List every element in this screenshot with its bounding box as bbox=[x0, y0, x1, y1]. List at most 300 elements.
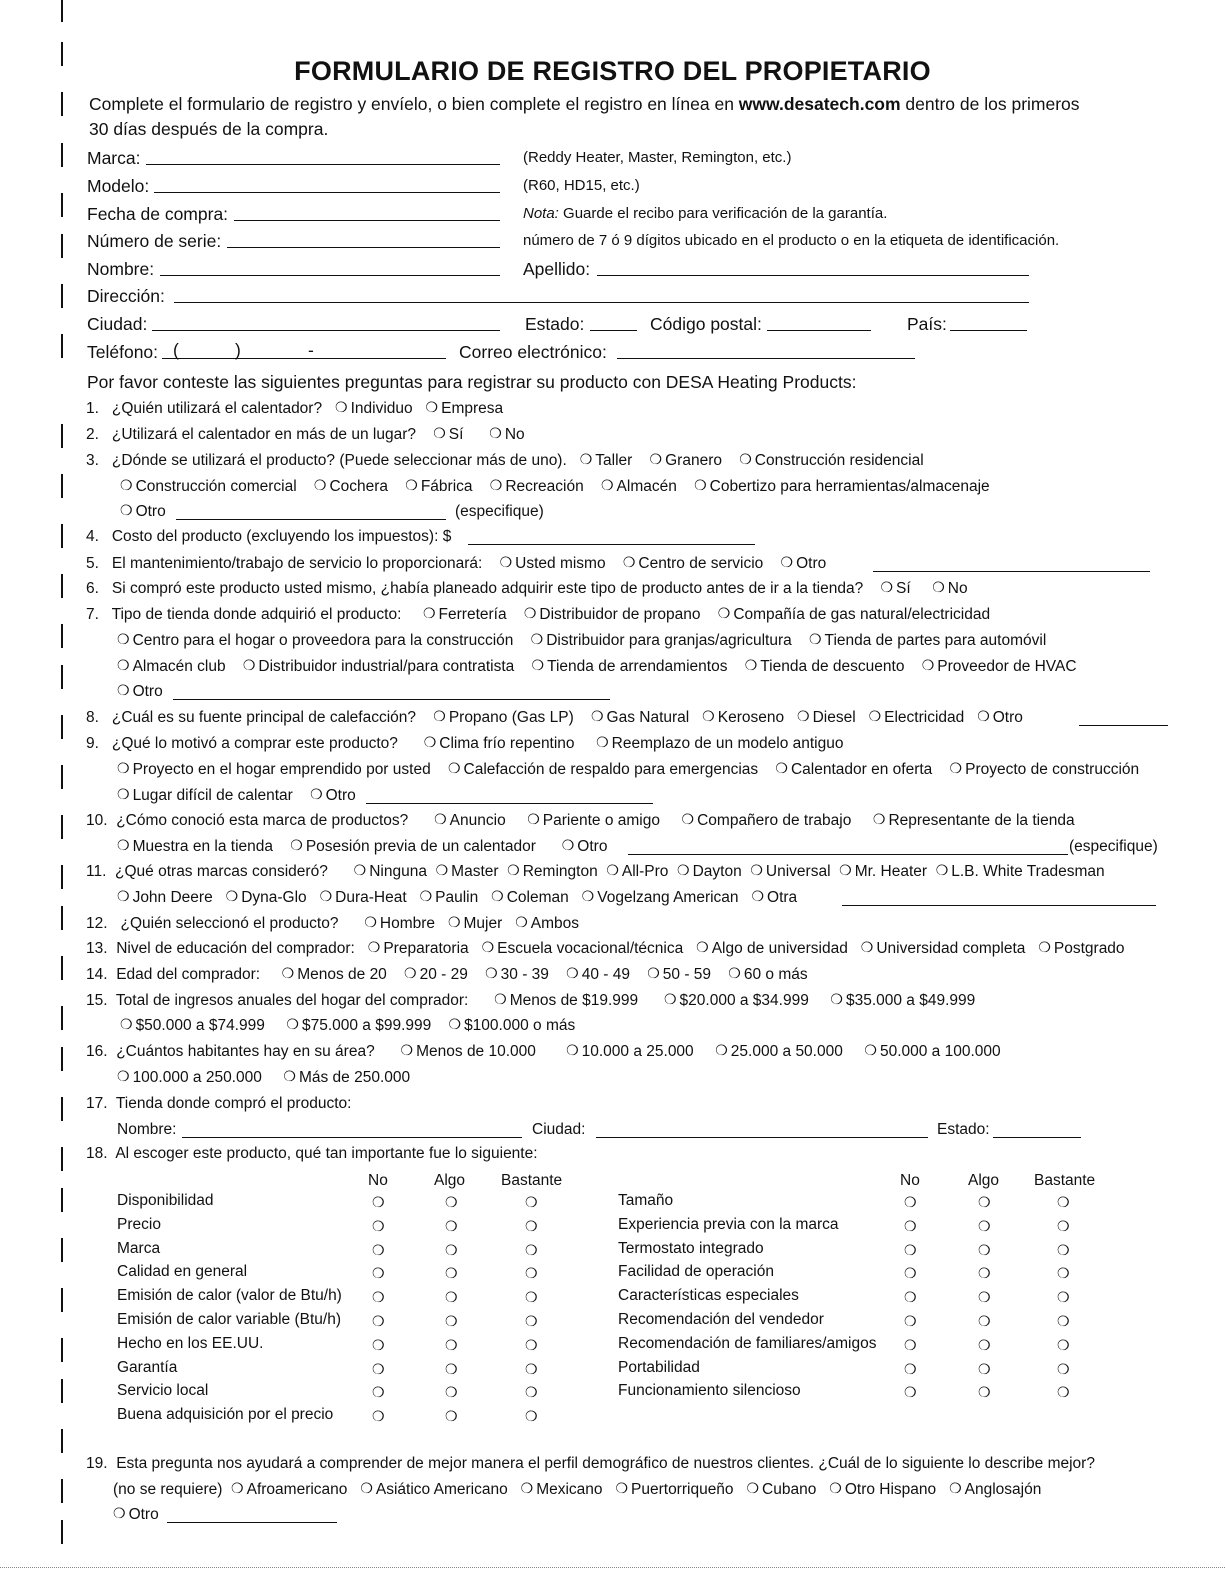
radio-icon[interactable]: ❍ bbox=[364, 914, 377, 930]
q7-other-field[interactable] bbox=[173, 699, 610, 700]
option[interactable] bbox=[449, 1017, 576, 1034]
q10-specify: (especifique) bbox=[1069, 838, 1158, 855]
radio-icon[interactable]: ❍ bbox=[830, 991, 843, 1007]
radio-icon[interactable]: ❍ bbox=[319, 888, 333, 904]
radio-icon[interactable]: ❍ bbox=[117, 760, 130, 776]
radio-icon[interactable]: ❍ bbox=[313, 477, 327, 493]
option[interactable] bbox=[864, 1043, 1000, 1060]
q18-right-radio-no-icon[interactable]: ❍ bbox=[904, 1289, 917, 1306]
option[interactable] bbox=[320, 889, 407, 906]
q18-right-radio-algo-icon[interactable]: ❍ bbox=[978, 1384, 991, 1401]
radio-icon[interactable]: ❍ bbox=[117, 682, 130, 698]
option[interactable] bbox=[582, 889, 739, 906]
field-ciudad[interactable] bbox=[152, 330, 500, 331]
option[interactable] bbox=[715, 1043, 843, 1060]
q18-right-radio-algo-icon[interactable]: ❍ bbox=[978, 1217, 991, 1234]
radio-icon[interactable]: ❍ bbox=[335, 399, 348, 415]
radio-icon[interactable]: ❍ bbox=[596, 734, 609, 750]
q11-other-field[interactable] bbox=[842, 905, 1156, 906]
option[interactable] bbox=[283, 1069, 410, 1086]
q18-right-radio-bastante-icon[interactable]: ❍ bbox=[1057, 1384, 1070, 1401]
option[interactable] bbox=[650, 452, 722, 469]
radio-icon[interactable]: ❍ bbox=[489, 425, 502, 441]
field-serie[interactable] bbox=[227, 247, 500, 248]
radio-icon[interactable]: ❍ bbox=[746, 1480, 760, 1496]
radio-icon[interactable]: ❍ bbox=[808, 631, 822, 647]
q18-left-radio-no-icon[interactable]: ❍ bbox=[372, 1360, 385, 1377]
option[interactable] bbox=[829, 1481, 936, 1498]
q18-right-radio-algo-icon[interactable]: ❍ bbox=[978, 1313, 991, 1329]
option[interactable] bbox=[405, 478, 472, 495]
radio-icon[interactable]: ❍ bbox=[290, 837, 303, 853]
q18-right-radio-no-icon[interactable]: ❍ bbox=[904, 1217, 917, 1234]
option[interactable] bbox=[677, 863, 742, 880]
q17-ciudad-field[interactable] bbox=[596, 1137, 928, 1138]
radio-icon[interactable]: ❍ bbox=[433, 425, 446, 441]
option[interactable] bbox=[424, 735, 575, 752]
field-estado[interactable] bbox=[590, 330, 637, 331]
option[interactable] bbox=[746, 1481, 816, 1498]
option[interactable] bbox=[702, 709, 784, 726]
option[interactable] bbox=[117, 889, 213, 906]
q18-left-radio-algo-icon[interactable]: ❍ bbox=[445, 1360, 458, 1377]
radio-icon[interactable]: ❍ bbox=[829, 1480, 842, 1496]
radio-icon[interactable]: ❍ bbox=[949, 1480, 962, 1496]
radio-icon[interactable]: ❍ bbox=[494, 991, 507, 1007]
option[interactable] bbox=[745, 658, 905, 675]
radio-icon[interactable]: ❍ bbox=[702, 708, 715, 724]
option-label: Lugar difícil de calentar bbox=[132, 787, 293, 804]
option-label: Tienda de descuento bbox=[760, 658, 905, 675]
radio-icon[interactable]: ❍ bbox=[531, 657, 545, 673]
radio-icon[interactable]: ❍ bbox=[880, 579, 893, 595]
radio-icon[interactable]: ❍ bbox=[775, 760, 788, 776]
radio-icon[interactable]: ❍ bbox=[283, 1068, 296, 1084]
radio-icon[interactable]: ❍ bbox=[419, 888, 433, 904]
radio-icon[interactable]: ❍ bbox=[485, 965, 498, 981]
option[interactable] bbox=[290, 838, 536, 855]
option[interactable] bbox=[117, 787, 293, 804]
option-label: Anglosajón bbox=[964, 1481, 1042, 1498]
q18-left-radio-algo-icon[interactable]: ❍ bbox=[445, 1313, 458, 1329]
q18-right-radio-algo-icon[interactable]: ❍ bbox=[978, 1241, 991, 1258]
option[interactable] bbox=[286, 1017, 431, 1034]
radio-icon[interactable]: ❍ bbox=[530, 631, 544, 647]
option[interactable] bbox=[401, 1043, 536, 1060]
q9-other-field[interactable] bbox=[366, 803, 653, 804]
radio-icon[interactable]: ❍ bbox=[600, 477, 614, 493]
option[interactable] bbox=[282, 966, 387, 983]
option[interactable] bbox=[591, 709, 689, 726]
option[interactable] bbox=[490, 478, 584, 495]
q5-other-field[interactable] bbox=[873, 571, 1150, 572]
radio-icon[interactable]: ❍ bbox=[663, 991, 677, 1007]
q18-left-radio-bastante-icon[interactable]: ❍ bbox=[525, 1408, 538, 1425]
radio-icon[interactable]: ❍ bbox=[367, 939, 381, 955]
option[interactable] bbox=[830, 992, 975, 1009]
option[interactable] bbox=[120, 478, 297, 495]
field-apellido[interactable] bbox=[597, 275, 1029, 276]
radio-icon[interactable]: ❍ bbox=[435, 862, 449, 878]
q18-left-radio-no-icon[interactable]: ❍ bbox=[372, 1313, 385, 1329]
q-text: Al escoger este producto, qué tan importante fue lo siguiente: bbox=[115, 1145, 538, 1162]
option[interactable] bbox=[436, 863, 499, 880]
option[interactable] bbox=[448, 915, 502, 932]
radio-icon[interactable]: ❍ bbox=[310, 786, 323, 802]
q18-right-radio-algo-icon[interactable]: ❍ bbox=[978, 1265, 991, 1282]
option[interactable] bbox=[364, 915, 435, 932]
radio-icon[interactable]: ❍ bbox=[400, 1042, 414, 1058]
option[interactable] bbox=[433, 426, 463, 443]
option[interactable] bbox=[231, 1481, 347, 1498]
q18-left-radio-algo-icon[interactable]: ❍ bbox=[445, 1408, 458, 1425]
q10-other-field[interactable] bbox=[628, 854, 1068, 855]
radio-icon[interactable]: ❍ bbox=[780, 554, 794, 570]
option[interactable] bbox=[873, 812, 1075, 829]
option[interactable] bbox=[809, 632, 1046, 649]
option[interactable] bbox=[615, 1481, 733, 1498]
radio-icon[interactable]: ❍ bbox=[797, 708, 810, 724]
option[interactable] bbox=[936, 863, 1105, 880]
option[interactable] bbox=[120, 1017, 265, 1034]
option[interactable] bbox=[922, 658, 1077, 675]
radio-icon[interactable]: ❍ bbox=[744, 657, 758, 673]
radio-icon[interactable]: ❍ bbox=[750, 862, 763, 878]
radio-icon[interactable]: ❍ bbox=[868, 708, 882, 724]
option[interactable] bbox=[601, 478, 677, 495]
field-codigo-postal[interactable] bbox=[767, 330, 871, 331]
radio-icon[interactable]: ❍ bbox=[113, 1505, 126, 1521]
q18-left-radio-algo-icon[interactable]: ❍ bbox=[445, 1384, 458, 1401]
field-marca[interactable] bbox=[146, 164, 500, 165]
radio-icon[interactable]: ❍ bbox=[681, 811, 695, 827]
option[interactable] bbox=[596, 735, 843, 752]
option[interactable] bbox=[932, 580, 967, 597]
field-modelo[interactable] bbox=[154, 192, 500, 193]
option[interactable] bbox=[751, 889, 797, 906]
option[interactable] bbox=[507, 863, 598, 880]
radio-icon[interactable]: ❍ bbox=[581, 888, 595, 904]
option[interactable] bbox=[117, 658, 226, 675]
option[interactable] bbox=[360, 1481, 507, 1498]
q18-left-radio-algo-icon[interactable]: ❍ bbox=[445, 1241, 458, 1258]
q18-right-radio-no-icon[interactable]: ❍ bbox=[904, 1241, 917, 1258]
q18-right-radio-no-icon[interactable]: ❍ bbox=[904, 1313, 917, 1329]
radio-icon[interactable]: ❍ bbox=[728, 965, 741, 981]
option[interactable] bbox=[696, 940, 848, 957]
radio-icon[interactable]: ❍ bbox=[615, 1480, 629, 1496]
radio-icon[interactable]: ❍ bbox=[860, 939, 874, 955]
q18-left-radio-no-icon[interactable]: ❍ bbox=[372, 1265, 385, 1282]
q18-right-radio-bastante-icon[interactable]: ❍ bbox=[1057, 1289, 1070, 1306]
q18-left-radio-bastante-icon[interactable]: ❍ bbox=[525, 1289, 538, 1306]
radio-icon[interactable]: ❍ bbox=[523, 605, 537, 621]
option[interactable] bbox=[664, 992, 809, 1009]
q18-right-radio-no-icon[interactable]: ❍ bbox=[904, 1360, 917, 1377]
option[interactable] bbox=[797, 709, 856, 726]
q18-left-radio-no-icon[interactable]: ❍ bbox=[372, 1408, 385, 1425]
option[interactable] bbox=[623, 555, 763, 572]
option[interactable] bbox=[434, 812, 506, 829]
radio-icon[interactable]: ❍ bbox=[622, 554, 636, 570]
option[interactable] bbox=[562, 838, 608, 855]
option[interactable] bbox=[491, 889, 569, 906]
radio-icon[interactable]: ❍ bbox=[231, 1480, 244, 1496]
radio-icon[interactable]: ❍ bbox=[751, 888, 765, 904]
radio-icon[interactable]: ❍ bbox=[225, 888, 239, 904]
option[interactable] bbox=[113, 1506, 159, 1523]
radio-icon[interactable]: ❍ bbox=[717, 605, 731, 621]
radio-icon[interactable]: ❍ bbox=[932, 579, 945, 595]
option[interactable] bbox=[606, 863, 668, 880]
option[interactable] bbox=[404, 966, 468, 983]
radio-icon[interactable]: ❍ bbox=[507, 862, 520, 878]
radio-icon[interactable]: ❍ bbox=[434, 811, 447, 827]
radio-icon[interactable]: ❍ bbox=[117, 888, 130, 904]
option-label: 25.000 a 50.000 bbox=[730, 1043, 843, 1060]
q18-left-radio-no-icon[interactable]: ❍ bbox=[372, 1194, 385, 1210]
field-correo[interactable] bbox=[617, 358, 915, 359]
radio-icon[interactable]: ❍ bbox=[864, 1042, 877, 1058]
option[interactable] bbox=[117, 632, 513, 649]
field-telefono[interactable] bbox=[162, 358, 446, 359]
radio-icon[interactable]: ❍ bbox=[117, 786, 130, 802]
q18-right-radio-algo-icon[interactable]: ❍ bbox=[978, 1336, 991, 1353]
radio-icon[interactable]: ❍ bbox=[499, 554, 513, 570]
radio-icon[interactable]: ❍ bbox=[590, 708, 604, 724]
radio-icon[interactable]: ❍ bbox=[606, 862, 619, 878]
option[interactable] bbox=[226, 889, 307, 906]
radio-icon[interactable]: ❍ bbox=[404, 965, 417, 981]
q18-right-radio-algo-icon[interactable]: ❍ bbox=[978, 1360, 991, 1377]
option[interactable] bbox=[750, 863, 830, 880]
radio-icon[interactable]: ❍ bbox=[405, 477, 418, 493]
option[interactable] bbox=[489, 426, 524, 443]
option[interactable] bbox=[117, 838, 273, 855]
radio-icon[interactable]: ❍ bbox=[447, 760, 461, 776]
q8-other-field[interactable] bbox=[1079, 725, 1168, 726]
radio-icon[interactable]: ❍ bbox=[839, 862, 852, 878]
radio-icon[interactable]: ❍ bbox=[649, 451, 663, 467]
option[interactable] bbox=[368, 940, 469, 957]
radio-icon[interactable]: ❍ bbox=[491, 888, 504, 904]
radio-icon[interactable]: ❍ bbox=[647, 965, 660, 981]
option[interactable] bbox=[950, 761, 1140, 778]
radio-icon[interactable]: ❍ bbox=[360, 1480, 373, 1496]
radio-icon[interactable]: ❍ bbox=[242, 657, 256, 673]
field-pais[interactable] bbox=[950, 330, 1027, 331]
q18-right-radio-no-icon[interactable]: ❍ bbox=[904, 1384, 917, 1401]
q19-other-field[interactable] bbox=[167, 1522, 337, 1523]
radio-icon[interactable]: ❍ bbox=[715, 1042, 728, 1058]
option-label: Fábrica bbox=[420, 478, 473, 495]
field-nombre[interactable] bbox=[160, 275, 500, 276]
q18-left-radio-bastante-icon[interactable]: ❍ bbox=[525, 1384, 538, 1401]
option[interactable] bbox=[718, 606, 990, 623]
radio-icon[interactable]: ❍ bbox=[527, 811, 540, 827]
radio-icon[interactable]: ❍ bbox=[696, 939, 709, 955]
q18-left-radio-no-icon[interactable]: ❍ bbox=[372, 1241, 385, 1258]
option[interactable] bbox=[1038, 940, 1124, 957]
option[interactable] bbox=[524, 606, 701, 623]
q4-cost-field[interactable] bbox=[468, 544, 755, 545]
option[interactable] bbox=[682, 812, 852, 829]
option[interactable] bbox=[314, 478, 388, 495]
radio-icon[interactable]: ❍ bbox=[117, 837, 130, 853]
q-num: 17. bbox=[86, 1095, 108, 1112]
option[interactable] bbox=[482, 940, 684, 957]
option[interactable] bbox=[781, 555, 827, 572]
option[interactable] bbox=[839, 863, 927, 880]
option[interactable] bbox=[243, 658, 514, 675]
q17-nombre-field[interactable] bbox=[182, 1137, 522, 1138]
radio-icon[interactable]: ❍ bbox=[286, 1016, 299, 1032]
radio-icon[interactable]: ❍ bbox=[448, 1016, 462, 1032]
radio-icon[interactable]: ❍ bbox=[422, 605, 436, 621]
option[interactable] bbox=[500, 555, 606, 572]
option[interactable] bbox=[566, 1043, 694, 1060]
q18-left-radio-bastante-icon[interactable]: ❍ bbox=[525, 1265, 538, 1282]
q18-right-radio-bastante-icon[interactable]: ❍ bbox=[1057, 1313, 1070, 1329]
radio-icon[interactable]: ❍ bbox=[120, 477, 133, 493]
option[interactable] bbox=[354, 863, 427, 880]
q18-left-radio-bastante-icon[interactable]: ❍ bbox=[525, 1217, 538, 1234]
q18-left-radio-algo-icon[interactable]: ❍ bbox=[445, 1336, 458, 1353]
q-num: 14. bbox=[86, 966, 108, 983]
q18-right-radio-no-icon[interactable]: ❍ bbox=[904, 1265, 917, 1282]
q18-right-radio-bastante-icon[interactable]: ❍ bbox=[1057, 1360, 1070, 1377]
q9-line-2 bbox=[117, 761, 1139, 779]
q18-right-radio-no-icon[interactable]: ❍ bbox=[904, 1194, 917, 1210]
field-fecha[interactable] bbox=[234, 220, 500, 221]
q3-other-field[interactable] bbox=[176, 519, 446, 520]
option[interactable] bbox=[423, 606, 507, 623]
website-link[interactable]: www.desatech.com bbox=[738, 94, 901, 114]
option[interactable] bbox=[949, 1481, 1041, 1498]
q7-line-1 bbox=[86, 606, 990, 624]
option[interactable] bbox=[310, 787, 356, 804]
q18-right-radio-algo-icon[interactable]: ❍ bbox=[978, 1289, 991, 1306]
radio-icon[interactable]: ❍ bbox=[935, 862, 949, 878]
radio-icon[interactable]: ❍ bbox=[739, 451, 752, 467]
option[interactable] bbox=[494, 992, 638, 1009]
option[interactable] bbox=[521, 1481, 603, 1498]
q18-left-radio-algo-icon[interactable]: ❍ bbox=[445, 1289, 458, 1306]
option[interactable] bbox=[694, 478, 990, 495]
option[interactable] bbox=[117, 683, 163, 700]
radio-icon[interactable]: ❍ bbox=[949, 760, 963, 776]
field-direccion[interactable] bbox=[174, 302, 1029, 303]
option[interactable] bbox=[120, 503, 166, 520]
q18-right-radio-no-icon[interactable]: ❍ bbox=[904, 1336, 917, 1353]
radio-icon[interactable]: ❍ bbox=[120, 1016, 133, 1032]
radio-icon[interactable]: ❍ bbox=[117, 657, 130, 673]
option-label: Algo de universidad bbox=[711, 940, 848, 957]
q18-left-radio-bastante-icon[interactable]: ❍ bbox=[525, 1360, 538, 1377]
radio-icon[interactable]: ❍ bbox=[1038, 939, 1051, 955]
option[interactable] bbox=[728, 966, 807, 983]
option[interactable] bbox=[775, 761, 932, 778]
q18-right-radio-bastante-icon[interactable]: ❍ bbox=[1057, 1336, 1070, 1353]
option[interactable] bbox=[485, 966, 549, 983]
q18-right-radio-bastante-icon[interactable]: ❍ bbox=[1057, 1217, 1070, 1234]
radio-icon[interactable]: ❍ bbox=[117, 1068, 130, 1084]
radio-icon[interactable]: ❍ bbox=[281, 965, 295, 981]
radio-icon[interactable]: ❍ bbox=[120, 502, 133, 518]
option[interactable] bbox=[580, 452, 633, 469]
option[interactable] bbox=[880, 580, 910, 597]
option[interactable] bbox=[532, 658, 728, 675]
radio-icon[interactable]: ❍ bbox=[872, 811, 886, 827]
radio-icon[interactable]: ❍ bbox=[579, 451, 593, 467]
q17-estado-field[interactable] bbox=[993, 1137, 1081, 1138]
option[interactable] bbox=[861, 940, 1026, 957]
option[interactable] bbox=[426, 400, 504, 417]
option[interactable] bbox=[531, 632, 792, 649]
q18-left-radio-bastante-icon[interactable]: ❍ bbox=[525, 1313, 538, 1329]
q18-left-radio-bastante-icon[interactable]: ❍ bbox=[525, 1194, 538, 1210]
option[interactable] bbox=[117, 761, 431, 778]
q18-left-radio-bastante-icon[interactable]: ❍ bbox=[525, 1241, 538, 1258]
radio-icon[interactable]: ❍ bbox=[921, 657, 935, 673]
q18-left-radio-algo-icon[interactable]: ❍ bbox=[445, 1217, 458, 1234]
radio-icon[interactable]: ❍ bbox=[677, 862, 690, 878]
q18-left-radio-bastante-icon[interactable]: ❍ bbox=[525, 1336, 538, 1353]
radio-icon[interactable]: ❍ bbox=[520, 1480, 534, 1496]
option[interactable] bbox=[420, 889, 479, 906]
q18-left-radio-no-icon[interactable]: ❍ bbox=[372, 1217, 385, 1234]
option[interactable] bbox=[117, 1069, 262, 1086]
q18-left-radio-no-icon[interactable]: ❍ bbox=[372, 1336, 385, 1353]
option[interactable] bbox=[335, 400, 413, 417]
option[interactable] bbox=[739, 452, 923, 469]
radio-icon[interactable]: ❍ bbox=[433, 708, 446, 724]
radio-icon[interactable]: ❍ bbox=[425, 399, 439, 415]
radio-icon[interactable]: ❍ bbox=[353, 862, 367, 878]
q18-right-radio-algo-icon[interactable]: ❍ bbox=[978, 1194, 991, 1210]
option[interactable] bbox=[566, 966, 630, 983]
radio-icon[interactable]: ❍ bbox=[694, 477, 707, 493]
radio-icon[interactable]: ❍ bbox=[977, 708, 990, 724]
radio-icon[interactable]: ❍ bbox=[566, 965, 579, 981]
radio-icon[interactable]: ❍ bbox=[561, 837, 575, 853]
option-label: Centro de servicio bbox=[638, 555, 764, 572]
q18-left-radio-no-icon[interactable]: ❍ bbox=[372, 1289, 385, 1306]
radio-icon[interactable]: ❍ bbox=[515, 914, 528, 930]
q18-left-radio-algo-icon[interactable]: ❍ bbox=[445, 1194, 458, 1210]
q18-left-radio-algo-icon[interactable]: ❍ bbox=[445, 1265, 458, 1282]
option[interactable] bbox=[977, 709, 1023, 726]
radio-icon[interactable]: ❍ bbox=[489, 477, 503, 493]
q18-right-radio-bastante-icon[interactable]: ❍ bbox=[1057, 1265, 1070, 1282]
q18-right-radio-bastante-icon[interactable]: ❍ bbox=[1057, 1194, 1070, 1210]
q18-left-radio-no-icon[interactable]: ❍ bbox=[372, 1384, 385, 1401]
radio-icon[interactable]: ❍ bbox=[566, 1042, 579, 1058]
option-label: L.B. White Tradesman bbox=[951, 863, 1105, 880]
option[interactable] bbox=[448, 761, 758, 778]
radio-icon[interactable]: ❍ bbox=[117, 631, 130, 647]
option[interactable] bbox=[527, 812, 660, 829]
radio-icon[interactable]: ❍ bbox=[481, 939, 495, 955]
radio-icon[interactable]: ❍ bbox=[423, 734, 437, 750]
option[interactable] bbox=[647, 966, 711, 983]
radio-icon[interactable]: ❍ bbox=[447, 914, 461, 930]
option[interactable] bbox=[515, 915, 579, 932]
q18-right-radio-bastante-icon[interactable]: ❍ bbox=[1057, 1241, 1070, 1258]
q19-line-3 bbox=[113, 1506, 159, 1524]
option[interactable] bbox=[433, 709, 574, 726]
option[interactable] bbox=[869, 709, 965, 726]
